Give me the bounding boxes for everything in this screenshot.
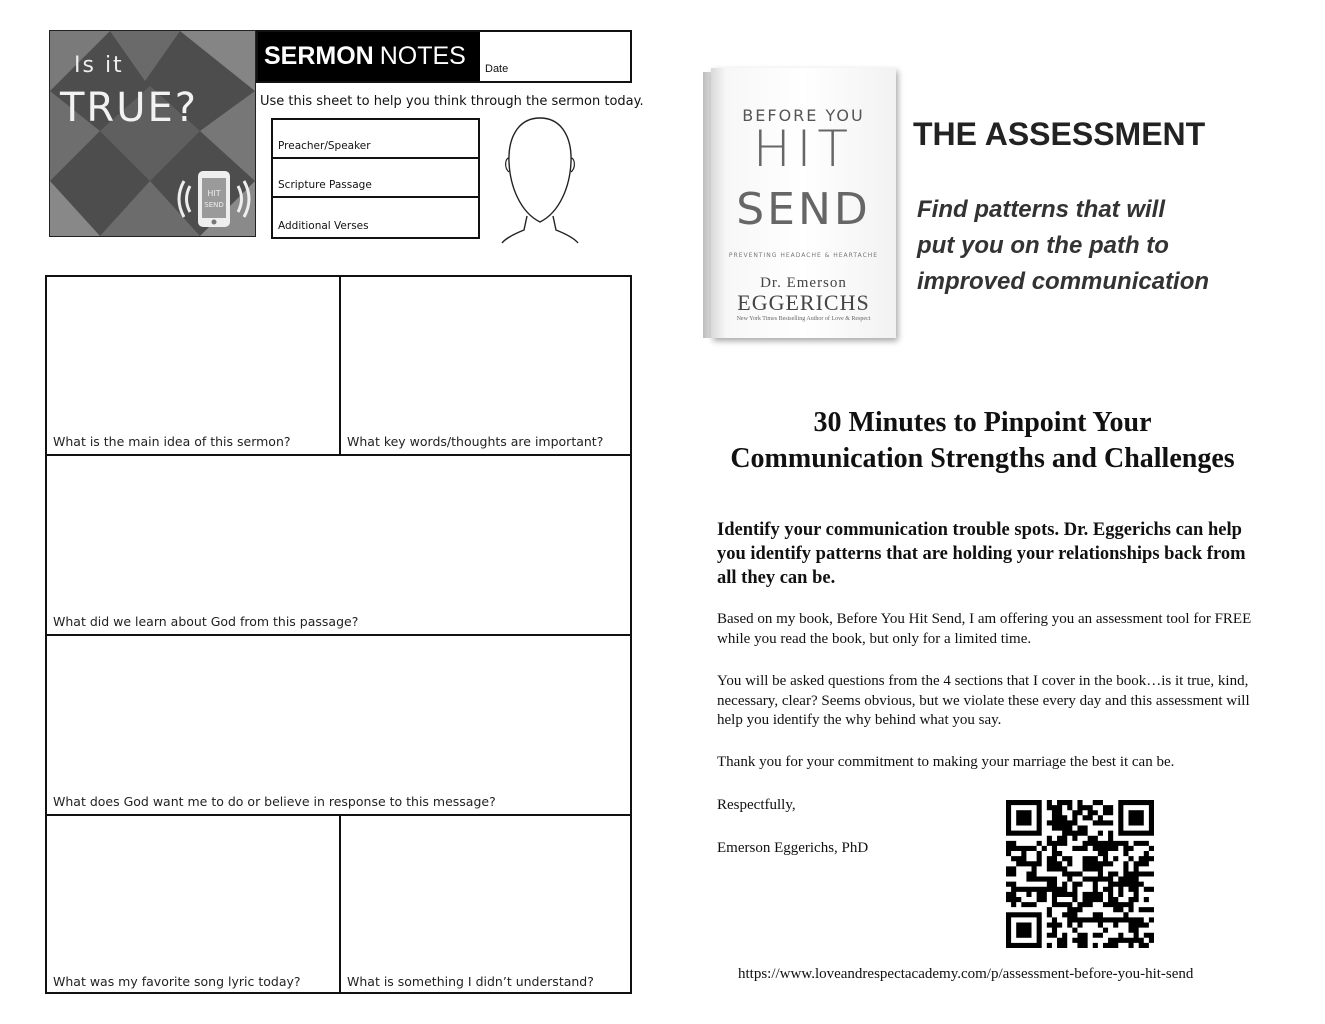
key-words-box[interactable] [341, 277, 632, 454]
instructions-text: Use this sheet to help you think through the sermon today. [260, 94, 644, 109]
book-title-line3: SEND [736, 184, 871, 235]
book-cover [711, 68, 896, 338]
book-title-line1: BEFORE YOU [742, 106, 865, 125]
series-logo [49, 30, 256, 237]
subtitle-line: Find patterns that will [917, 196, 1166, 223]
body-paragraph-2: You will be asked questions from the 4 sections that I cover in the book…is it true, kind, necessary, clear? Seems obvious, but we violate these every day and this assessment will help you identify the why behind what you say. [717, 673, 1250, 728]
qr-finder-pattern [1006, 800, 1042, 836]
qr-code-icon[interactable] [1006, 800, 1154, 948]
qr-finder-pattern [1006, 912, 1042, 948]
head-outline-icon [500, 112, 580, 244]
question-label: What did we learn about God from this passage? [53, 614, 359, 629]
notes-grid [45, 275, 632, 994]
svg-text:HIT: HIT [207, 189, 221, 198]
body-paragraph-3: Thank you for your commitment to making your marriage the best it can be. [717, 754, 1175, 770]
info-table [271, 118, 480, 239]
question-label: What is the main idea of this sermon? [53, 434, 291, 449]
scripture-field[interactable] [273, 159, 478, 198]
response-box[interactable] [47, 636, 632, 814]
title-bold: SERMON [264, 42, 374, 70]
book-author-prefix: Dr. Emerson [760, 275, 847, 291]
song-lyric-box[interactable] [47, 816, 339, 994]
assessment-title: THE ASSESSMENT [913, 116, 1206, 152]
field-label: Additional Verses [278, 220, 369, 232]
main-idea-box[interactable] [47, 277, 339, 454]
main-heading [690, 405, 1275, 477]
question-label: What key words/thoughts are important? [347, 434, 604, 449]
closing-text: Respectfully, [717, 797, 796, 813]
intro-paragraph: Identify your communication trouble spots. Dr. Eggerichs can help you identify patterns that are holding your relationships back from all they can be. [717, 520, 1246, 588]
svg-text:SEND: SEND [204, 201, 224, 209]
not-understand-box[interactable] [341, 816, 632, 994]
book-tagline: PREVENTING HEADACHE & HEARTACHE [728, 252, 879, 259]
assessment-subtitle [917, 192, 1209, 300]
learn-about-god-box[interactable] [47, 456, 632, 634]
heading-line: Communication Strengths and Challenges [730, 443, 1235, 474]
field-label: Preacher/Speaker [278, 140, 371, 152]
assessment-link[interactable]: https://www.loveandrespectacademy.com/p/assessment-before-you-hit-send [738, 966, 1194, 982]
sermon-notes-title [258, 32, 480, 81]
body-paragraph-1: Based on my book, Before You Hit Send, I am offering you an assessment tool for FREE while you read the book, but only for a limited time. [717, 611, 1252, 647]
signature-text: Emerson Eggerichs, PhD [717, 840, 869, 856]
question-label: What does God want me to do or believe in response to this message? [53, 794, 496, 809]
verses-field[interactable] [273, 198, 478, 237]
heading-line: 30 Minutes to Pinpoint Your [813, 407, 1152, 438]
logo-line2: TRUE? [60, 85, 199, 131]
subtitle-line: improved communication [917, 268, 1210, 295]
sermon-notes-header [256, 30, 632, 83]
book-author-last: EGGERICHS [737, 290, 870, 315]
book-cover-image [703, 68, 898, 344]
field-label: Scripture Passage [278, 179, 372, 191]
question-label: What was my favorite song lyric today? [53, 974, 301, 989]
subtitle-line: put you on the path to [917, 232, 1169, 259]
preacher-field[interactable] [273, 120, 478, 159]
date-field[interactable] [480, 32, 630, 81]
question-label: What is something I didn’t understand? [347, 974, 594, 989]
title-rest: NOTES [379, 42, 466, 70]
book-bestseller-line: New York Times Bestselling Author of Love & Respect [736, 316, 871, 322]
logo-line1: Is it [74, 53, 124, 78]
date-label: Date [485, 63, 509, 75]
book-title-line2: HIT [753, 120, 854, 178]
qr-finder-pattern [1118, 800, 1154, 836]
